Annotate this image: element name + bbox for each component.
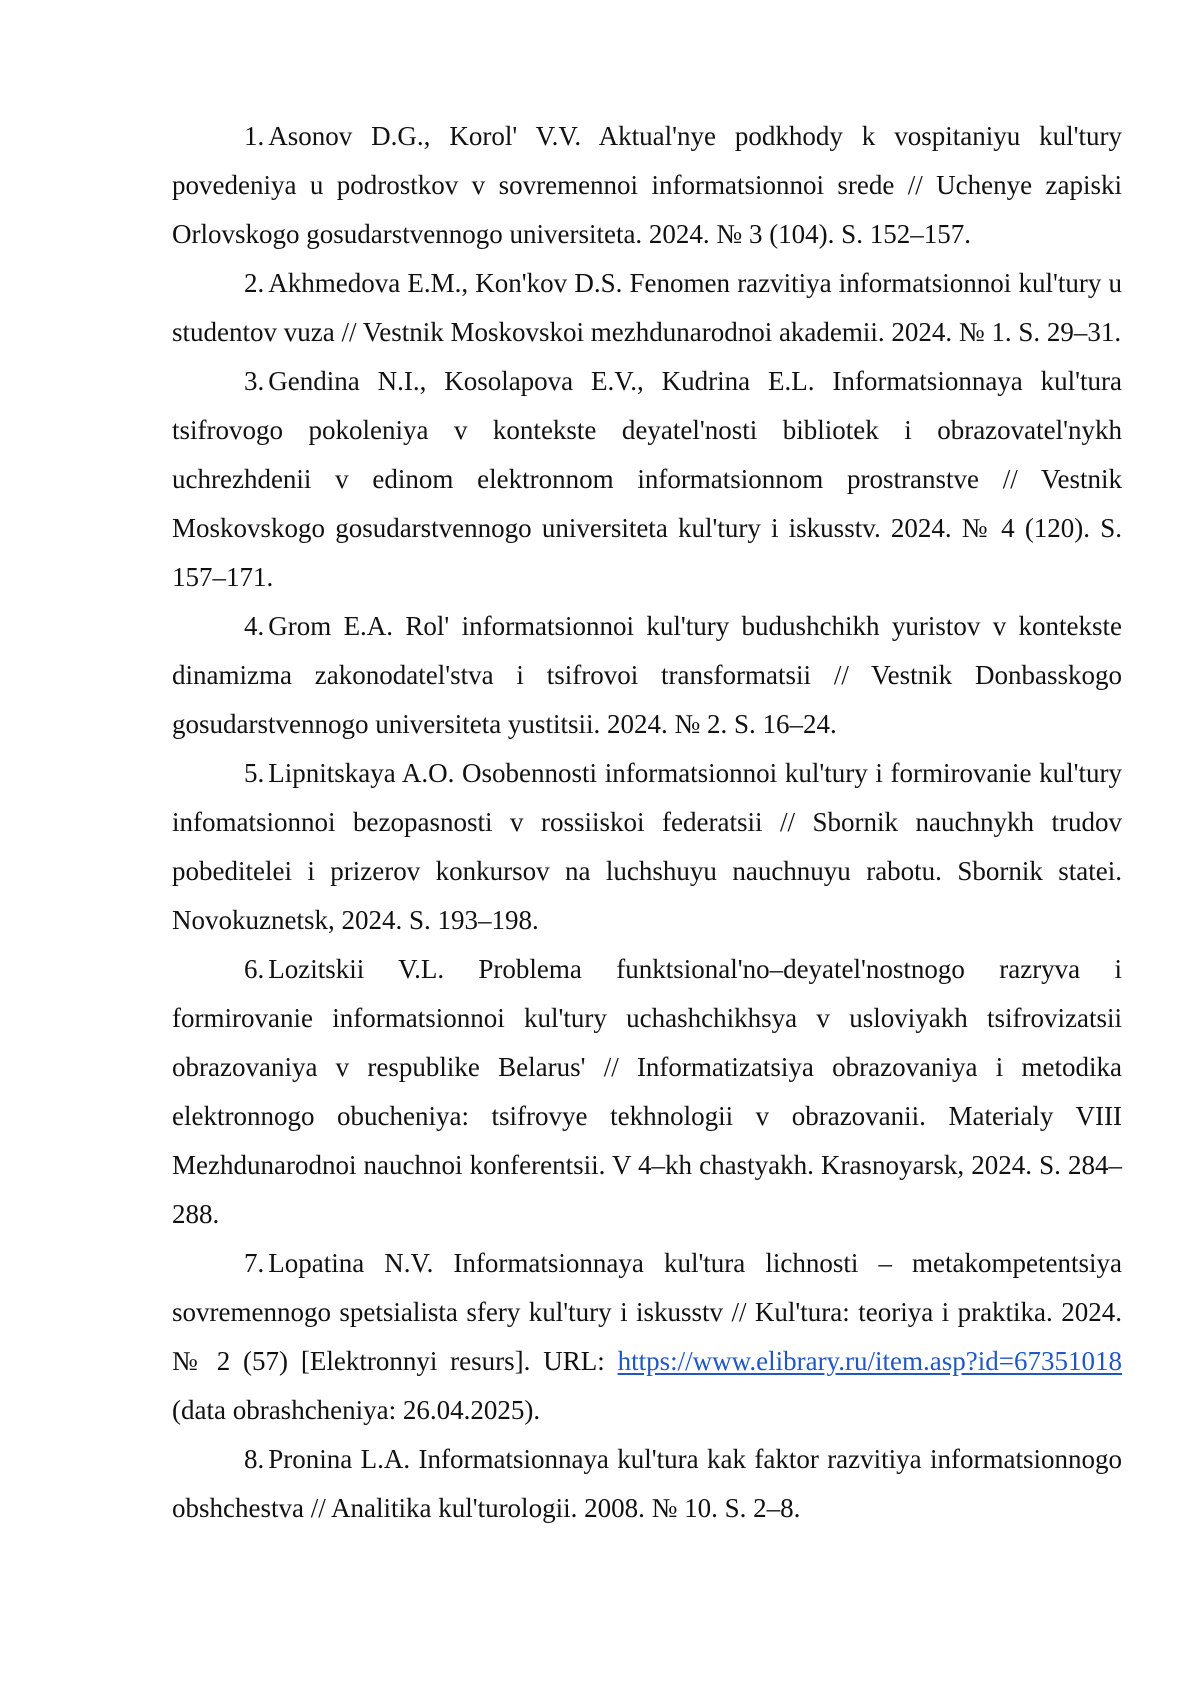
reference-number: 5.: [244, 758, 265, 788]
reference-number: 7.: [244, 1248, 265, 1278]
reference-item-3: [172, 357, 1122, 602]
reference-text: Gendina N.I., Kosolapova E.V., Kudrina E.L. Informatsionnaya kul'tura tsifrovogo pokoleniya v kontekste deyatel'nosti bibliotek i obrazovatel'nykh uchrezhdenii v edinom elektronnom informatsionnom prostranstve // Vestnik Moskovskogo gosudarstvennogo universiteta kul'tury i iskusstv. 2024. № 4 (120). S. 157–171.: [172, 366, 1122, 592]
reference-item-6: [172, 945, 1122, 1239]
reference-item-7: [172, 1239, 1122, 1435]
reference-access-date: (data obrashcheniya: 26.04.2025).: [172, 1395, 541, 1425]
reference-number: 8.: [244, 1444, 265, 1474]
reference-number: 4.: [244, 611, 265, 641]
reference-text: Grom E.A. Rol' informatsionnoi kul'tury budushchikh yuristov v kontekste dinamizma zakonodatel'stva i tsifrovoi transformatsii // Vestnik Donbasskogo gosudarstvennogo universiteta yustitsii. 2024. № 2. S. 16–24.: [172, 611, 1122, 739]
reference-number: 6.: [244, 954, 265, 984]
reference-list: [172, 112, 1122, 1533]
reference-item-2: [172, 259, 1122, 357]
reference-text: Asonov D.G., Korol' V.V. Aktual'nye podkhody k vospitaniyu kul'tury povedeniya u podrostkov v sovremennoi informatsionnoi srede // Uchenye zapiski Orlovskogo gosudarstvennogo universiteta. 2024. № 3 (104). S. 152–157.: [172, 121, 1122, 249]
reference-text: Pronina L.A. Informatsionnaya kul'tura kak faktor razvitiya informatsionnogo obshchestva // Analitika kul'turologii. 2008. № 10. S. 2–8.: [172, 1444, 1122, 1523]
reference-number: 3.: [244, 366, 265, 396]
reference-item-8: [172, 1435, 1122, 1533]
reference-text: Lozitskii V.L. Problema funktsional'no–deyatel'nostnogo razryva i formirovanie informatsionnoi kul'tury uchashchikhsya v usloviyakh tsifrovizatsii obrazovaniya v respublike Belarus' // Informatizatsiya obrazovaniya i metodika elektronnogo obucheniya: tsifrovye tekhnologii v obrazovanii. Materialy VIII Mezhdunarodnoi nauchnoi konferentsii. V 4–kh chastyakh. Krasnoyarsk, 2024. S. 284–288.: [172, 954, 1122, 1229]
reference-item-4: [172, 602, 1122, 749]
reference-number: 2.: [244, 268, 265, 298]
reference-item-5: [172, 749, 1122, 945]
reference-text: Akhmedova E.M., Kon'kov D.S. Fenomen razvitiya informatsionnoi kul'tury u studentov vuza // Vestnik Moskovskoi mezhdunarodnoi akademii. 2024. № 1. S. 29–31.: [172, 268, 1122, 347]
reference-text: Lipnitskaya A.O. Osobennosti informatsionnoi kul'tury i formirovanie kul'tury infomatsionnoi bezopasnosti v rossiiskoi federatsii // Sbornik nauchnykh trudov pobeditelei i prizerov konkursov na luchshuyu nauchnuyu rabotu. Sbornik statei. Novokuznetsk, 2024. S. 193–198.: [172, 758, 1122, 935]
reference-text: Lopatina N.V. Informatsionnaya kul'tura lichnosti – metakompetentsiya sovremennogo spetsialista sfery kul'tury i iskusstv // Kul'tura: teoriya i praktika. 2024. № 2 (57) [Elektronnyi resurs]. URL:: [172, 1248, 1122, 1376]
reference-item-1: [172, 112, 1122, 259]
reference-url-link[interactable]: https://www.elibrary.ru/item.asp?id=67351018: [617, 1346, 1122, 1376]
reference-number: 1.: [244, 121, 265, 151]
